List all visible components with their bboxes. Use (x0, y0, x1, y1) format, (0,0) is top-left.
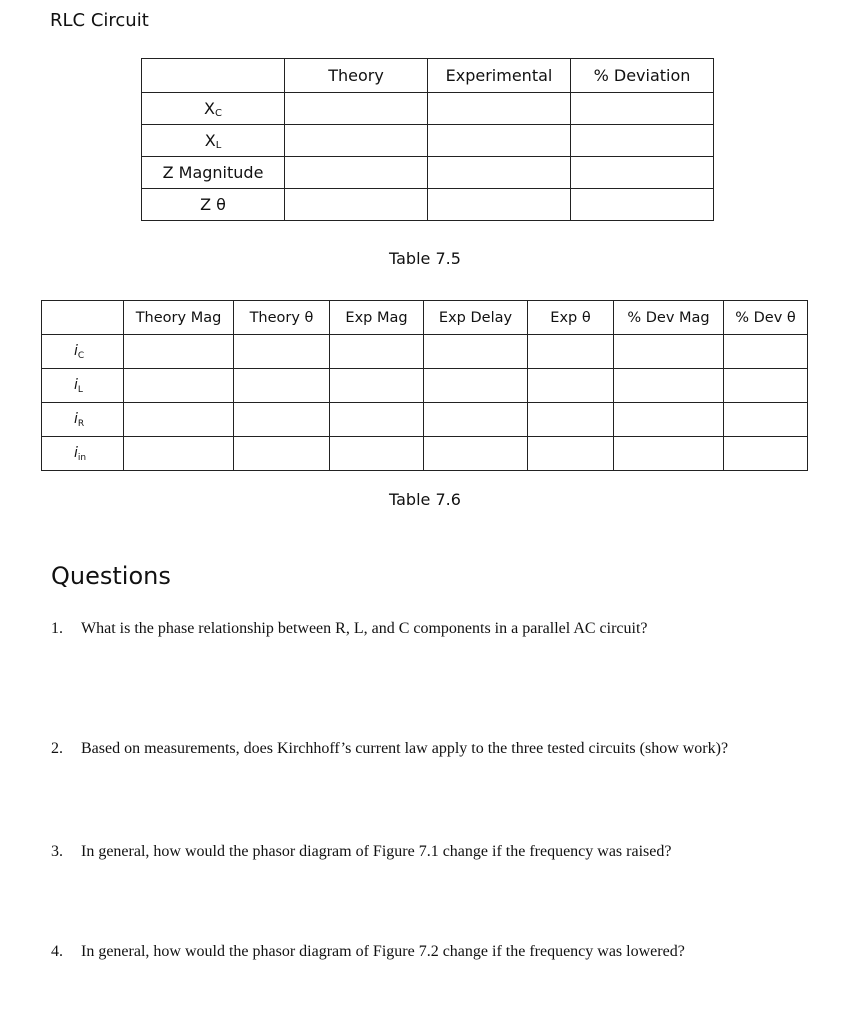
table-row (42, 335, 808, 369)
entry-cell[interactable] (124, 369, 234, 403)
table-row (142, 125, 714, 157)
entry-cell[interactable] (428, 189, 571, 221)
entry-cell[interactable] (124, 403, 234, 437)
table-row (142, 93, 714, 125)
entry-cell[interactable] (571, 157, 714, 189)
entry-cell[interactable] (124, 335, 234, 369)
header-cell-exp-delay: Exp Delay (424, 301, 528, 335)
entry-cell[interactable] (234, 437, 330, 471)
entry-cell[interactable] (428, 125, 571, 157)
question-number: 3. (51, 843, 63, 860)
entry-cell[interactable] (424, 369, 528, 403)
question-number: 1. (51, 620, 63, 637)
table-header-row (42, 301, 808, 335)
entry-cell[interactable] (724, 369, 808, 403)
entry-cell[interactable] (428, 93, 571, 125)
entry-cell[interactable] (424, 403, 528, 437)
entry-cell[interactable] (571, 93, 714, 125)
entry-cell[interactable] (571, 125, 714, 157)
entry-cell[interactable] (528, 403, 614, 437)
table-caption-7-6: Table 7.6 (389, 490, 461, 509)
question-item (51, 843, 671, 861)
question-item (51, 620, 648, 638)
table-row (142, 157, 714, 189)
header-cell-dev-mag: % Dev Mag (614, 301, 724, 335)
page-title: RLC Circuit (50, 10, 149, 31)
question-text: What is the phase relationship between R, L, and C components in a parallel AC circuit? (81, 620, 648, 637)
entry-cell[interactable] (424, 437, 528, 471)
entry-cell[interactable] (528, 437, 614, 471)
entry-cell[interactable] (724, 437, 808, 471)
row-label-z-theta: Z θ (142, 189, 285, 221)
table-header-row (142, 59, 714, 93)
entry-cell[interactable] (234, 369, 330, 403)
entry-cell[interactable] (614, 335, 724, 369)
question-number: 4. (51, 943, 63, 960)
questions-heading: Questions (51, 562, 171, 590)
table-row (142, 189, 714, 221)
current-table (41, 300, 808, 471)
row-label-z-magnitude: Z Magnitude (142, 157, 285, 189)
question-text: Based on measurements, does Kirchhoff’s current law apply to the three tested circuits (show work)? (81, 740, 729, 757)
entry-cell[interactable] (614, 437, 724, 471)
row-label-xc: XC (142, 93, 285, 125)
row-label-ir: $i_R$ (42, 403, 124, 437)
entry-cell[interactable] (614, 403, 724, 437)
header-cell-theory: Theory (285, 59, 428, 93)
entry-cell[interactable] (528, 335, 614, 369)
table-caption-7-5: Table 7.5 (389, 249, 461, 268)
entry-cell[interactable] (330, 403, 424, 437)
header-cell-exp-theta: Exp θ (528, 301, 614, 335)
entry-cell[interactable] (330, 437, 424, 471)
entry-cell[interactable] (234, 335, 330, 369)
header-cell-theory-mag: Theory Mag (124, 301, 234, 335)
entry-cell[interactable] (285, 189, 428, 221)
entry-cell[interactable] (330, 335, 424, 369)
entry-cell[interactable] (528, 369, 614, 403)
entry-cell[interactable] (571, 189, 714, 221)
entry-cell[interactable] (614, 369, 724, 403)
impedance-table (141, 58, 714, 221)
question-text: In general, how would the phasor diagram of Figure 7.1 change if the frequency was raised? (81, 843, 672, 860)
question-text: In general, how would the phasor diagram of Figure 7.2 change if the frequency was lowered? (81, 943, 685, 960)
entry-cell[interactable] (285, 93, 428, 125)
row-label-ic: $i_C$ (42, 335, 124, 369)
row-label-xl: XL (142, 125, 285, 157)
entry-cell[interactable] (285, 125, 428, 157)
table-row (42, 437, 808, 471)
entry-cell[interactable] (124, 437, 234, 471)
question-item (51, 943, 685, 961)
entry-cell[interactable] (285, 157, 428, 189)
header-cell-experimental: Experimental (428, 59, 571, 93)
entry-cell[interactable] (724, 403, 808, 437)
question-number: 2. (51, 740, 63, 757)
header-cell-blank (142, 59, 285, 93)
row-label-iin: $i_{in}$ (42, 437, 124, 471)
row-label-il: $i_L$ (42, 369, 124, 403)
table-row (42, 403, 808, 437)
header-cell-dev-theta: % Dev θ (724, 301, 808, 335)
table-row (42, 369, 808, 403)
header-cell-theory-theta: Theory θ (234, 301, 330, 335)
entry-cell[interactable] (724, 335, 808, 369)
header-cell-blank (42, 301, 124, 335)
header-cell-exp-mag: Exp Mag (330, 301, 424, 335)
entry-cell[interactable] (428, 157, 571, 189)
entry-cell[interactable] (234, 403, 330, 437)
entry-cell[interactable] (330, 369, 424, 403)
question-item (51, 740, 728, 758)
entry-cell[interactable] (424, 335, 528, 369)
header-cell-deviation: % Deviation (571, 59, 714, 93)
